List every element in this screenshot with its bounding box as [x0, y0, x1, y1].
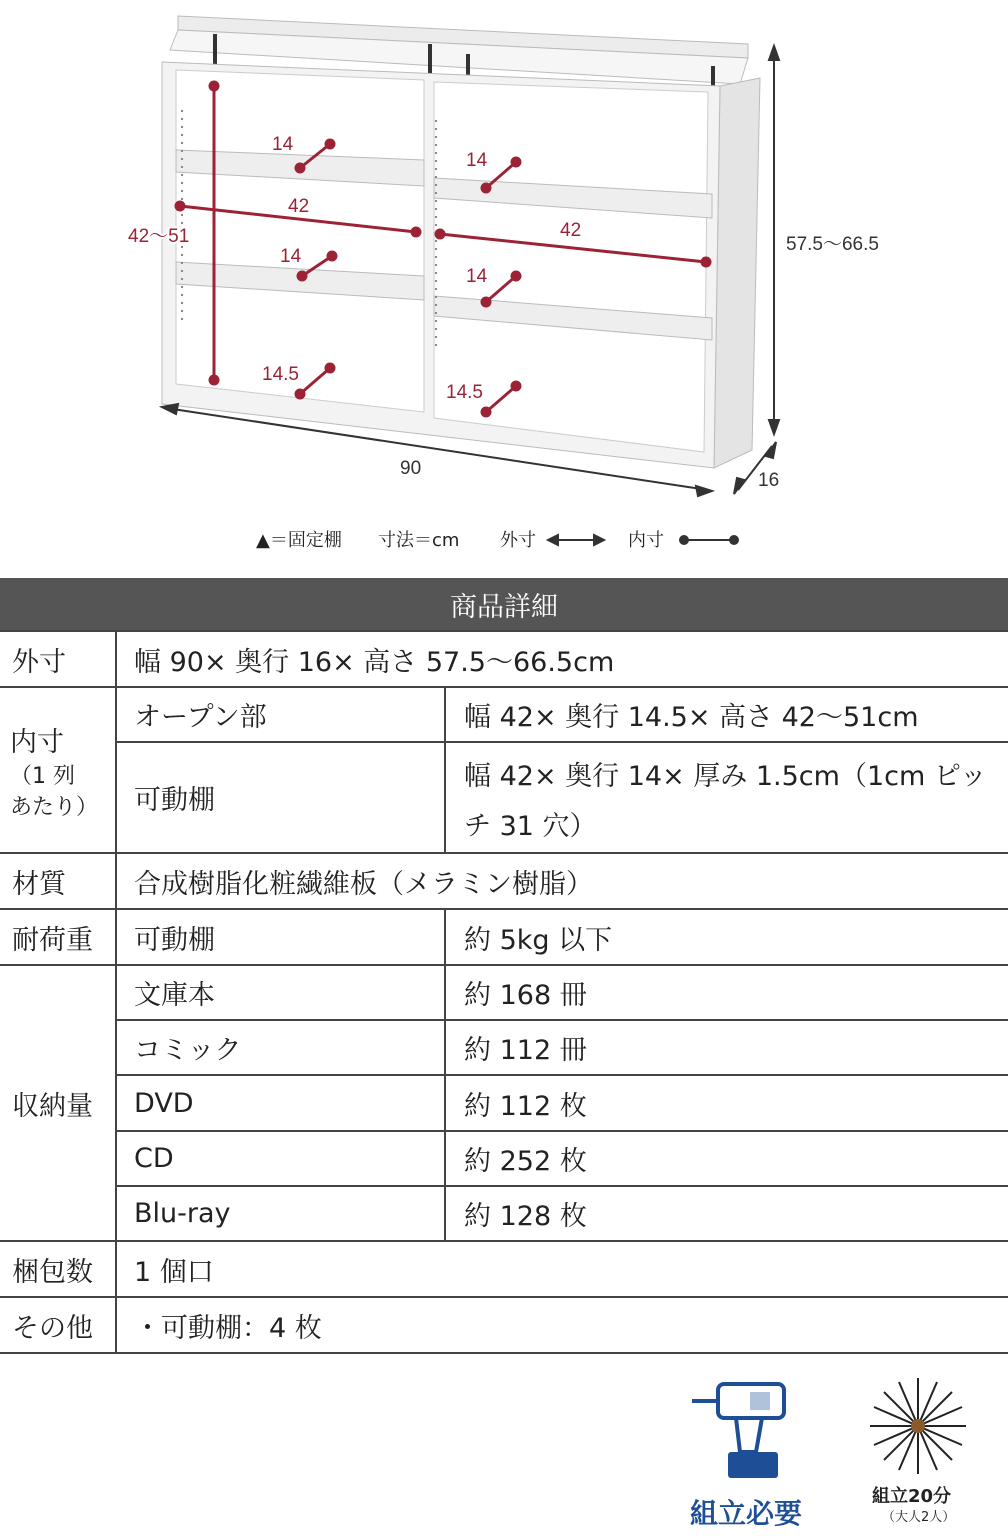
package-count-label: 梱包数 [12, 1256, 93, 1288]
inner-size-label-line3: あたり） [10, 794, 99, 820]
outer-depth-label: 16 [758, 470, 780, 491]
capacity-value: 約 112 枚 [464, 1090, 587, 1122]
divider [444, 686, 446, 852]
capacity-value: 約 128 枚 [464, 1201, 587, 1232]
bookshelf-dimension-diagram [0, 0, 1008, 520]
legend-outer: 外寸 [500, 530, 536, 551]
assembly-info [0, 1360, 1008, 1536]
depth-top-right-label: 14 [466, 150, 488, 171]
movable-shelf-label: 可動棚 [134, 785, 215, 816]
legend-inner-line [680, 536, 738, 544]
depth-top-left-label: 14 [272, 134, 294, 155]
assembly-required-label: 組立必要 [690, 1497, 803, 1530]
outer-width-label: 90 [400, 458, 422, 479]
divider [0, 1352, 1008, 1354]
power-drill-icon [688, 1378, 798, 1488]
inner-size-label [10, 688, 98, 852]
capacity-item: コミック [134, 1035, 242, 1066]
capacity-value: 約 112 冊 [464, 1035, 587, 1066]
open-section-value: 幅 42× 奥行 14.5× 高さ 42〜51cm [464, 702, 919, 733]
movable-shelf-value-line2: チ 31 穴） [464, 810, 597, 842]
movable-shelf-value-line1: 幅 42× 奥行 14× 厚み 1.5cm（1cm ピッ [464, 760, 987, 792]
spec-table-title: 商品詳細 [0, 578, 1008, 630]
storage-capacity-label: 収納量 [12, 1090, 93, 1122]
material-label: 材質 [12, 868, 66, 900]
capacity-item: CD [134, 1143, 174, 1174]
divider [444, 908, 446, 964]
other-value: ・可動棚：4 枚 [134, 1312, 322, 1344]
divider [115, 630, 117, 1352]
legend-unit: 寸法＝cm [378, 530, 460, 551]
inner-size-label-line1: 内寸 [10, 726, 64, 758]
outer-size-value: 幅 90× 奥行 16× 高さ 57.5〜66.5cm [134, 646, 615, 678]
load-capacity-sub-label: 可動棚 [134, 924, 215, 956]
legend-outer-arrow [548, 535, 604, 545]
capacity-value: 約 252 枚 [464, 1146, 587, 1177]
material-value: 合成樹脂化粧繊維板（メラミン樹脂） [134, 868, 593, 900]
load-capacity-value: 約 5kg 以下 [464, 924, 613, 956]
cabinet-side [714, 78, 760, 468]
capacity-item: DVD [134, 1087, 194, 1119]
outer-height-label: 57.5〜66.5 [786, 234, 879, 255]
product-spec-table [0, 578, 1008, 1354]
capacity-item: Blu-ray [134, 1198, 231, 1229]
legend-inner: 内寸 [628, 530, 664, 551]
divider [444, 964, 446, 1240]
depth-bottom-left-label: 14.5 [262, 364, 299, 385]
divider [116, 741, 1008, 743]
inner-width-left-label: 42 [288, 196, 310, 217]
depth-mid-right-label: 14 [466, 266, 488, 287]
load-capacity-label: 耐荷重 [12, 924, 93, 956]
depth-bottom-right-label: 14.5 [446, 382, 483, 403]
inner-width-right-label: 42 [560, 220, 582, 241]
dimension-legend [0, 520, 1008, 560]
assembly-people-label: （大人2人） [882, 1510, 956, 1525]
legend-fixed-shelf: ▲＝固定棚 [256, 530, 342, 551]
clock-burst-icon [866, 1374, 970, 1478]
other-label: その他 [12, 1312, 93, 1344]
capacity-value: 約 168 冊 [464, 980, 587, 1011]
inner-height-label: 42〜51 [128, 226, 190, 247]
inner-size-label-line2: （1 列 [10, 763, 75, 789]
outer-size-label: 外寸 [12, 646, 66, 678]
open-section-label: オープン部 [134, 702, 267, 733]
depth-mid-left-label: 14 [280, 246, 302, 267]
assembly-time-label: 組立20分 [872, 1486, 952, 1507]
capacity-item: 文庫本 [134, 980, 215, 1011]
package-count-value: 1 個口 [134, 1256, 214, 1288]
